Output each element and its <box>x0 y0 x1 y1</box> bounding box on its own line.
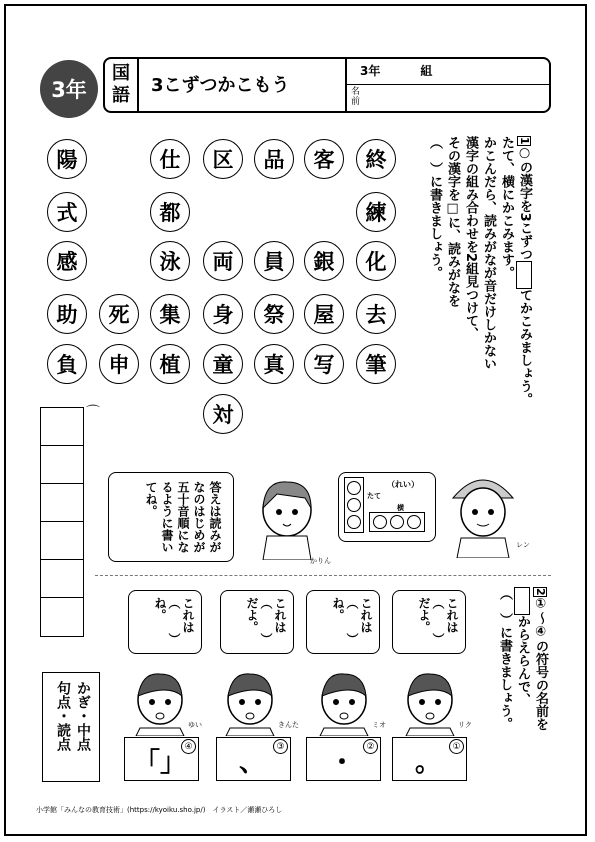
q1-text-1b: てかこみましょう。 <box>517 288 532 406</box>
kanji-circle[interactable]: 仕 <box>150 139 190 179</box>
kanji-circle[interactable]: 助 <box>47 294 87 334</box>
name-label: 名前 <box>351 87 361 107</box>
kanji-circle[interactable]: 対 <box>203 394 243 434</box>
kanji-circle[interactable]: 客 <box>304 139 344 179</box>
worksheet-title: 3こずつかこもう <box>151 75 290 96</box>
speech-text <box>245 597 287 651</box>
reading-paren: ⌒ <box>86 405 100 421</box>
punctuation-symbol: ・ <box>328 747 355 778</box>
kanji-circle[interactable]: 集 <box>150 294 190 334</box>
speech-text <box>153 597 195 651</box>
q2-text-2: からえらんで、 <box>515 615 530 706</box>
question-2-number: 2 <box>534 588 547 596</box>
punctuation-symbol: 。 <box>414 747 441 778</box>
kanji-circle[interactable]: 祭 <box>254 294 294 334</box>
kanji-circle[interactable]: 陽 <box>47 139 87 179</box>
kanji-circle[interactable]: 銀 <box>304 241 344 281</box>
speech-line: （ ） <box>431 597 445 645</box>
answer-square-sample <box>516 261 532 289</box>
symbol-box <box>124 737 199 781</box>
kanji-circle[interactable]: 化 <box>356 241 396 281</box>
speech-line: だよ。 <box>245 597 259 633</box>
footer-credit: 小学館「みんなの教育技術」(https://kyoiku.sho.jp/) イラスト／瀬瀬ひろし <box>36 806 283 814</box>
speech-line: これは <box>445 597 459 633</box>
symbol-box <box>306 737 381 781</box>
answer-square-sample <box>514 587 530 615</box>
subject-char-2: 語 <box>112 85 130 106</box>
example-yoko: 横 <box>397 504 404 512</box>
speech-line: だよ。 <box>417 597 431 633</box>
header-row-line <box>347 84 549 85</box>
subject-label <box>105 59 139 111</box>
kanji-circle[interactable]: 品 <box>254 139 294 179</box>
kanji-circle[interactable]: 申 <box>99 344 139 384</box>
hint-bubble <box>108 472 234 562</box>
speech-line: これは <box>359 597 373 633</box>
boy-name: レン <box>516 541 530 549</box>
speech-text <box>331 597 373 651</box>
girl-character-illustration <box>247 470 327 560</box>
child-character-illustration <box>312 666 376 736</box>
q1-text-1: ○の漢字を3こずつ <box>517 145 532 261</box>
kanji-circle[interactable]: 式 <box>47 192 87 232</box>
girl-name: かりん <box>310 557 331 565</box>
child-character-illustration <box>128 666 192 736</box>
q1-text-2: たて、横にかこみます。 <box>499 136 514 279</box>
symbol-number: ② <box>363 739 378 754</box>
speech-line: これは <box>181 597 195 633</box>
punctuation-symbol: 、 <box>238 747 265 778</box>
answer-grid[interactable] <box>40 407 84 637</box>
word-bank <box>42 672 100 782</box>
symbol-number: ④ <box>181 739 196 754</box>
subject-char-1: 国 <box>112 63 130 84</box>
header-divider <box>345 59 347 111</box>
class-label: 組 <box>420 64 433 78</box>
speech-bubble <box>220 590 294 654</box>
question-1-number: 1 <box>518 137 531 145</box>
character-name: リク <box>458 721 472 729</box>
question-1-instructions <box>425 136 533 436</box>
kanji-circle[interactable]: 負 <box>47 344 87 384</box>
speech-line: ね。 <box>331 597 345 621</box>
answer-cell[interactable] <box>41 484 83 522</box>
worksheet-header <box>103 57 551 113</box>
example-tate: たて <box>367 492 381 500</box>
word-bank-line-2: 句点・読点 <box>55 681 71 751</box>
class-field[interactable] <box>360 62 432 79</box>
punctuation-symbol: 「」 <box>133 747 186 778</box>
kanji-circle[interactable]: 終 <box>356 139 396 179</box>
kanji-circle[interactable]: 童 <box>203 344 243 384</box>
child-character-illustration <box>218 666 282 736</box>
kanji-circle[interactable]: 両 <box>203 241 243 281</box>
question-2-instructions <box>495 587 549 777</box>
speech-bubble <box>128 590 202 654</box>
kanji-circle[interactable]: 身 <box>203 294 243 334</box>
q1-text-3: かこんだら、読みがなが音だけしかない <box>481 136 496 370</box>
class-year: 3年 <box>360 64 381 78</box>
q1-text-4: 漢字の組み合わせを2組見つけて、 <box>463 136 478 341</box>
q2-text-3: （ ）に書きましょう。 <box>497 587 512 730</box>
example-label: （れい） <box>387 480 419 489</box>
kanji-circle[interactable]: 植 <box>150 344 190 384</box>
kanji-circle[interactable]: 区 <box>203 139 243 179</box>
symbol-box <box>216 737 291 781</box>
speech-line: （ ） <box>167 597 181 645</box>
speech-line: （ ） <box>259 597 273 645</box>
kanji-circle[interactable]: 死 <box>99 294 139 334</box>
speech-bubble <box>392 590 466 654</box>
hint-text: 答えは読みがなのはじめが五十音順になるように書いてね。 <box>144 481 222 553</box>
kanji-circle[interactable]: 去 <box>356 294 396 334</box>
symbol-number: ① <box>449 739 464 754</box>
speech-line: これは <box>273 597 287 633</box>
speech-bubble <box>306 590 380 654</box>
word-bank-line-1: かぎ・中点 <box>75 681 91 751</box>
kanji-circle[interactable]: 練 <box>356 192 396 232</box>
kanji-circle[interactable]: 筆 <box>356 344 396 384</box>
kanji-circle[interactable]: 員 <box>254 241 294 281</box>
speech-line: （ ） <box>345 597 359 645</box>
kanji-circle[interactable]: 写 <box>304 344 344 384</box>
example-diagram <box>338 472 436 542</box>
grade-badge: 3年 <box>40 60 98 118</box>
kanji-circle[interactable]: 真 <box>254 344 294 384</box>
section-divider <box>95 575 551 576</box>
q1-text-6: （ ）に書きましょう。 <box>427 136 442 279</box>
answer-cell[interactable] <box>41 598 83 636</box>
answer-cell[interactable] <box>41 446 83 484</box>
kanji-circle[interactable]: 都 <box>150 192 190 232</box>
q1-text-5: その漢字を□に、読みがなを <box>445 136 460 307</box>
character-name: ミオ <box>372 721 386 729</box>
q2-text-1: ①～④の符号の名前を <box>533 596 548 731</box>
speech-line: ね。 <box>153 597 167 621</box>
symbol-box <box>392 737 467 781</box>
speech-text <box>417 597 459 651</box>
boy-detective-illustration <box>445 466 520 558</box>
child-character-illustration <box>398 666 462 736</box>
kanji-circle[interactable]: 屋 <box>304 294 344 334</box>
symbol-number: ③ <box>273 739 288 754</box>
kanji-circle[interactable]: 感 <box>47 241 87 281</box>
kanji-circle[interactable]: 泳 <box>150 241 190 281</box>
answer-cell[interactable] <box>41 560 83 598</box>
character-name: きんた <box>278 721 299 729</box>
word-bank-text <box>53 681 93 777</box>
answer-cell[interactable] <box>41 408 83 446</box>
character-name: ゆい <box>188 721 202 729</box>
answer-cell[interactable] <box>41 522 83 560</box>
